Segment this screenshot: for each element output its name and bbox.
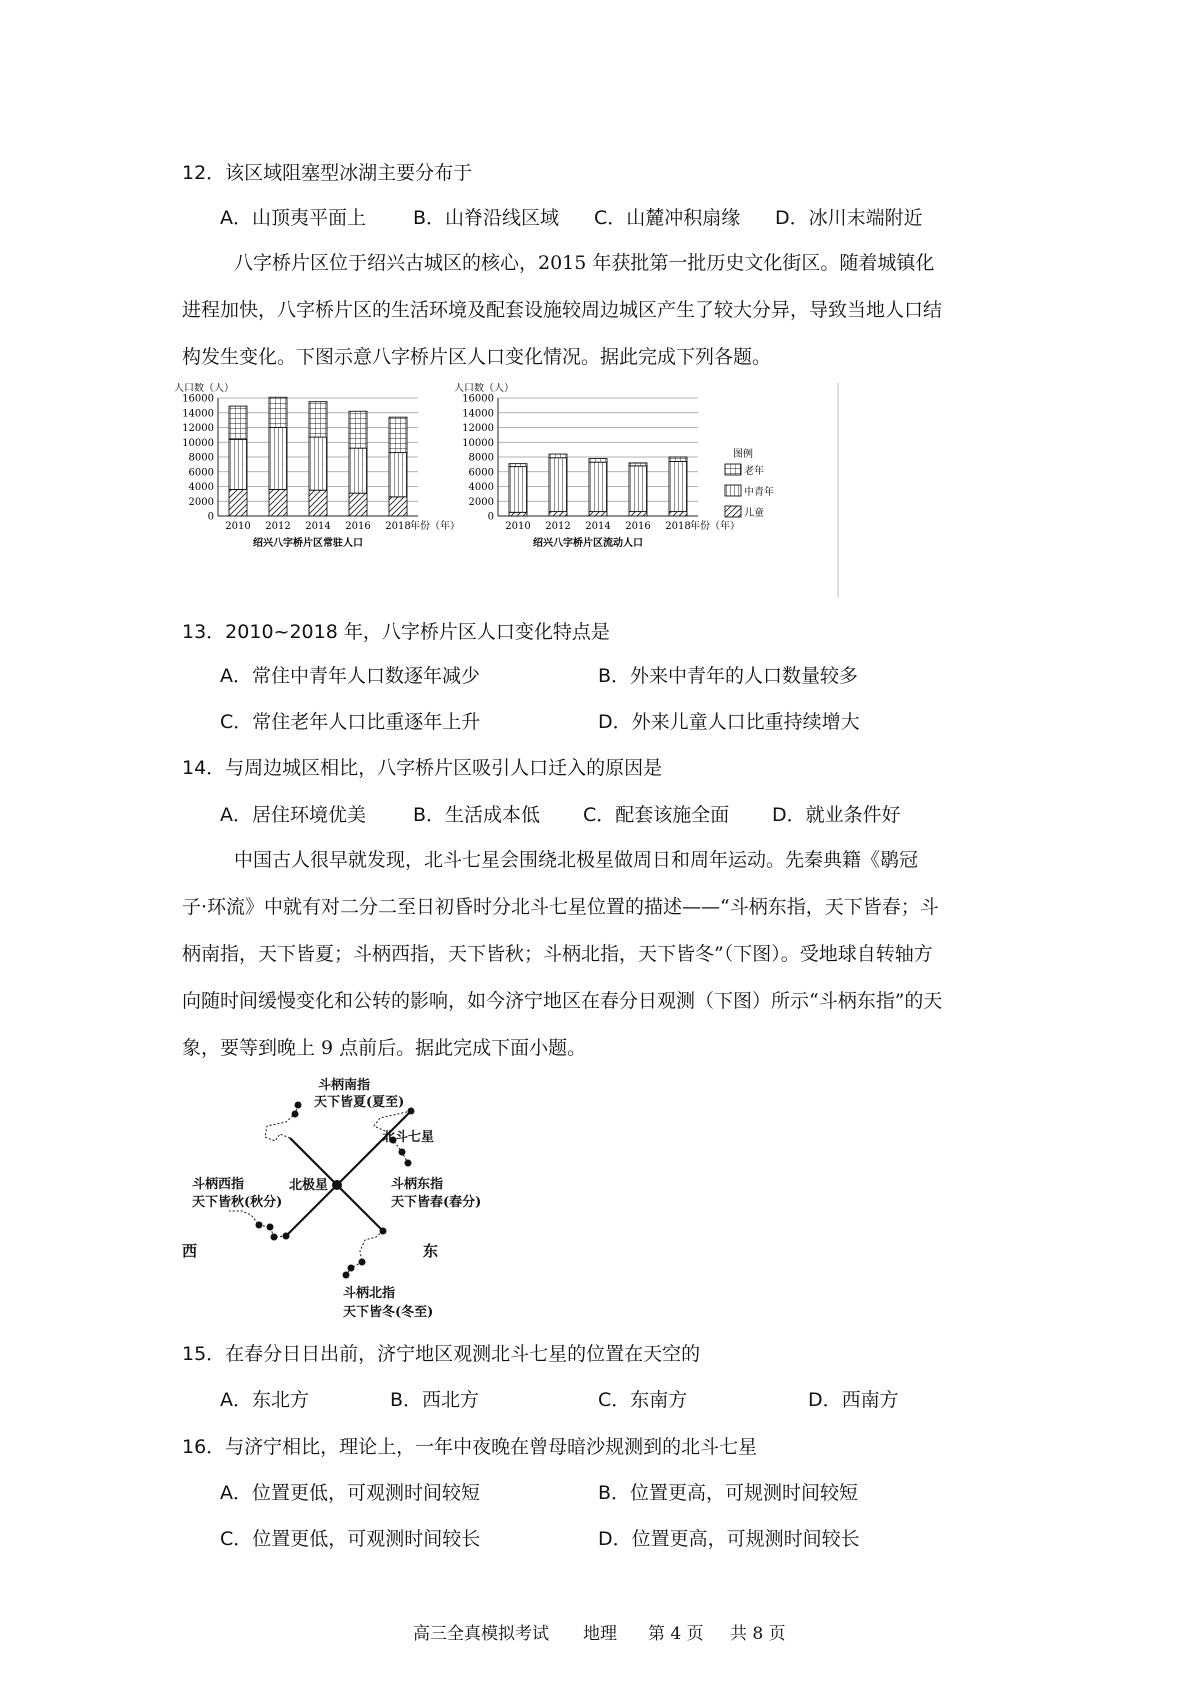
y-tick-label: 4000: [188, 482, 214, 493]
q14-option-d: D．就业条件好: [772, 804, 901, 826]
bar-segment: [509, 464, 527, 467]
bar-segment: [269, 489, 287, 516]
x-axis-label: 年份（年）: [690, 521, 740, 532]
x-tick-label: 2016: [345, 521, 371, 532]
label-south-1: 斗柄南指: [318, 1078, 371, 1093]
q14-option-c: C．配套该施全面: [583, 804, 730, 826]
x-tick-label: 2012: [545, 521, 571, 532]
q15-option-b: B．西北方: [390, 1389, 480, 1411]
x-axis-label: 年份（年）: [410, 521, 460, 532]
bar-segment: [589, 462, 607, 511]
bar-segment: [269, 397, 287, 427]
q16-option-a: A．位置更低，可观测时间较短: [220, 1482, 480, 1504]
label-east-1: 斗柄东指: [391, 1177, 444, 1192]
q14-option-b: B．生活成本低: [413, 804, 541, 826]
x-tick-label: 2018: [385, 521, 411, 532]
chart-title: 绍兴八字桥片区常驻人口: [253, 538, 363, 549]
q15-option-d: D．西南方: [808, 1389, 899, 1411]
bar-segment: [589, 512, 607, 516]
passage2-line3: 柄南指，天下皆夏；斗柄西指，天下皆秋；斗柄北指，天下皆冬”（下图）。受地球自转轴方: [182, 943, 933, 965]
label-east-dir: 东: [423, 1242, 439, 1260]
axis-line-se: [337, 1185, 383, 1231]
label-west-2: 天下皆秋(秋分): [192, 1195, 283, 1210]
legend-title: 图例: [733, 449, 753, 460]
bar-segment: [269, 428, 287, 490]
label-polaris: 北极星: [289, 1178, 329, 1193]
q13-option-a: A．常住中青年人口数逐年减少: [220, 665, 480, 687]
bar-segment: [669, 461, 687, 511]
label-south-2: 天下皆夏(夏至): [314, 1095, 405, 1110]
bar-segment: [549, 458, 567, 512]
big-dipper-diagram: [180, 1075, 520, 1320]
q14-stem: 14．与周边城区相比，八字桥片区吸引人口迁入的原因是: [182, 757, 663, 779]
bar-segment: [549, 512, 567, 516]
population-charts: [170, 383, 850, 598]
bar-segment: [589, 458, 607, 462]
x-tick-label: 2016: [625, 521, 651, 532]
y-tick-label: 10000: [462, 437, 494, 449]
y-tick-label: 14000: [182, 408, 214, 420]
q12-option-c: C．山麓冲积扇缘: [594, 207, 741, 229]
bar-segment: [669, 457, 687, 461]
q16-option-c: C．位置更低，可观测时间较长: [220, 1528, 481, 1550]
legend-swatch: [725, 506, 741, 517]
label-beidou: 北斗七星: [382, 1130, 435, 1145]
label-west-1: 斗柄西指: [192, 1177, 245, 1192]
footer-subject: 地理: [583, 1624, 617, 1644]
q15-option-c: C．东南方: [598, 1389, 688, 1411]
y-tick-label: 16000: [182, 393, 214, 405]
chart-legend: [725, 447, 774, 519]
q12-option-b: B．山脊沿线区域: [413, 207, 560, 229]
passage2-line4: 向随时间缓慢变化和公转的影响，如今济宁地区在春分日观测（下图）所示“斗柄东指”的天: [182, 990, 943, 1012]
footer-page: 第 4 页: [648, 1624, 704, 1644]
bar-segment: [309, 402, 327, 437]
label-north-2: 天下皆冬(冬至): [343, 1305, 434, 1320]
y-axis-label: 人口数（人）: [174, 383, 234, 394]
x-tick-label: 2014: [305, 521, 331, 532]
y-tick-label: 12000: [182, 423, 214, 434]
q13-option-c: C．常住老年人口比重逐年上升: [220, 711, 481, 733]
q12-option-d: D．冰川末端附近: [775, 207, 923, 229]
footer-exam-name: 高三全真模拟考试: [413, 1624, 549, 1644]
y-tick-label: 0: [487, 511, 494, 523]
y-tick-label: 14000: [462, 408, 494, 420]
legend-entry: 儿童: [744, 508, 764, 519]
bar-segment: [349, 493, 367, 516]
axis-line-ne: [337, 1111, 411, 1185]
y-tick-label: 2000: [188, 496, 214, 508]
legend-swatch: [725, 485, 741, 496]
bar-segment: [229, 406, 247, 439]
footer-total-pages: 共 8 页: [730, 1624, 786, 1644]
q16-option-b: B．位置更高，可规测时间较短: [598, 1482, 859, 1504]
bar-segment: [549, 454, 567, 458]
y-tick-label: 12000: [462, 423, 494, 434]
y-tick-label: 2000: [468, 496, 494, 508]
bar-segment: [629, 466, 647, 512]
bar-segment: [629, 463, 647, 466]
q15-option-a: A．东北方: [220, 1389, 309, 1411]
y-tick-label: 6000: [468, 467, 494, 479]
q13-stem: 13．2010~2018 年，八字桥片区人口变化特点是: [182, 621, 610, 643]
legend-swatch: [725, 464, 741, 475]
bar-segment: [229, 489, 247, 516]
bar-segment: [349, 448, 367, 493]
y-tick-label: 10000: [182, 437, 214, 449]
bar-segment: [309, 437, 327, 490]
chart-floating-population: [454, 383, 740, 549]
chart-title: 绍兴八字桥片区流动人口: [533, 538, 643, 549]
q12-stem: 12．该区域阻塞型冰湖主要分布于: [182, 162, 473, 184]
q13-option-d: D．外来儿童人口比重持续增大: [598, 711, 860, 733]
q15-stem: 15．在春分日日出前，济宁地区观测北斗七星的位置在天空的: [182, 1343, 701, 1365]
bar-segment: [509, 467, 527, 513]
y-tick-label: 4000: [468, 482, 494, 493]
passage2-line1: 中国古人很早就发现，北斗七星会围绕北极星做周日和周年运动。先秦典籍《鹖冠: [234, 849, 919, 871]
bar-segment: [509, 512, 527, 516]
chart-resident-population: [174, 383, 460, 549]
q12-option-a: A．山顶夷平面上: [220, 207, 366, 229]
x-tick-label: 2014: [585, 521, 611, 532]
y-axis-label: 人口数（人）: [454, 383, 514, 394]
y-tick-label: 16000: [462, 393, 494, 405]
label-west-dir: 西: [182, 1242, 198, 1260]
bar-segment: [389, 453, 407, 497]
bar-segment: [389, 497, 407, 516]
y-tick-label: 6000: [188, 467, 214, 479]
y-tick-label: 0: [207, 511, 214, 523]
bar-segment: [669, 512, 687, 516]
polaris-star-icon: [332, 1180, 342, 1190]
q16-option-d: D．位置更高，可规测时间较长: [598, 1528, 860, 1550]
q16-stem: 16．与济宁相比，理论上，一年中夜晚在曾母暗沙规测到的北斗七星: [182, 1436, 758, 1458]
legend-entry: 老年: [744, 466, 764, 477]
passage2-line5: 象，要等到晚上 9 点前后。据此完成下面小题。: [182, 1037, 587, 1059]
bar-segment: [629, 512, 647, 516]
x-tick-label: 2018: [665, 521, 691, 532]
passage1-line3: 构发生变化。下图示意八字桥片区人口变化情况。据此完成下列各题。: [182, 346, 772, 368]
bar-segment: [309, 490, 327, 516]
x-tick-label: 2012: [265, 521, 291, 532]
y-tick-label: 8000: [188, 452, 214, 464]
q13-option-b: B．外来中青年的人口数量较多: [598, 665, 859, 687]
y-tick-label: 8000: [468, 452, 494, 464]
x-tick-label: 2010: [505, 521, 531, 532]
q14-option-a: A．居住环境优美: [220, 804, 366, 826]
label-east-2: 天下皆春(春分): [391, 1195, 482, 1210]
passage2-line2: 子·环流》中就有对二分二至日初昏时分北斗七星位置的描述——“斗柄东指，天下皆春；斗: [182, 896, 939, 918]
label-north-1: 斗柄北指: [343, 1286, 396, 1301]
bar-segment: [349, 411, 367, 448]
bar-segment: [229, 439, 247, 489]
passage1-line1: 八字桥片区位于绍兴古城区的核心，2015 年获批第一批历史文化街区。随着城镇化: [234, 252, 935, 274]
passage1-line2: 进程加快，八字桥片区的生活环境及配套设施较周边城区产生了较大分异，导致当地人口结: [182, 299, 943, 321]
bar-segment: [389, 417, 407, 452]
x-tick-label: 2010: [225, 521, 251, 532]
legend-entry: 中青年: [744, 487, 774, 498]
